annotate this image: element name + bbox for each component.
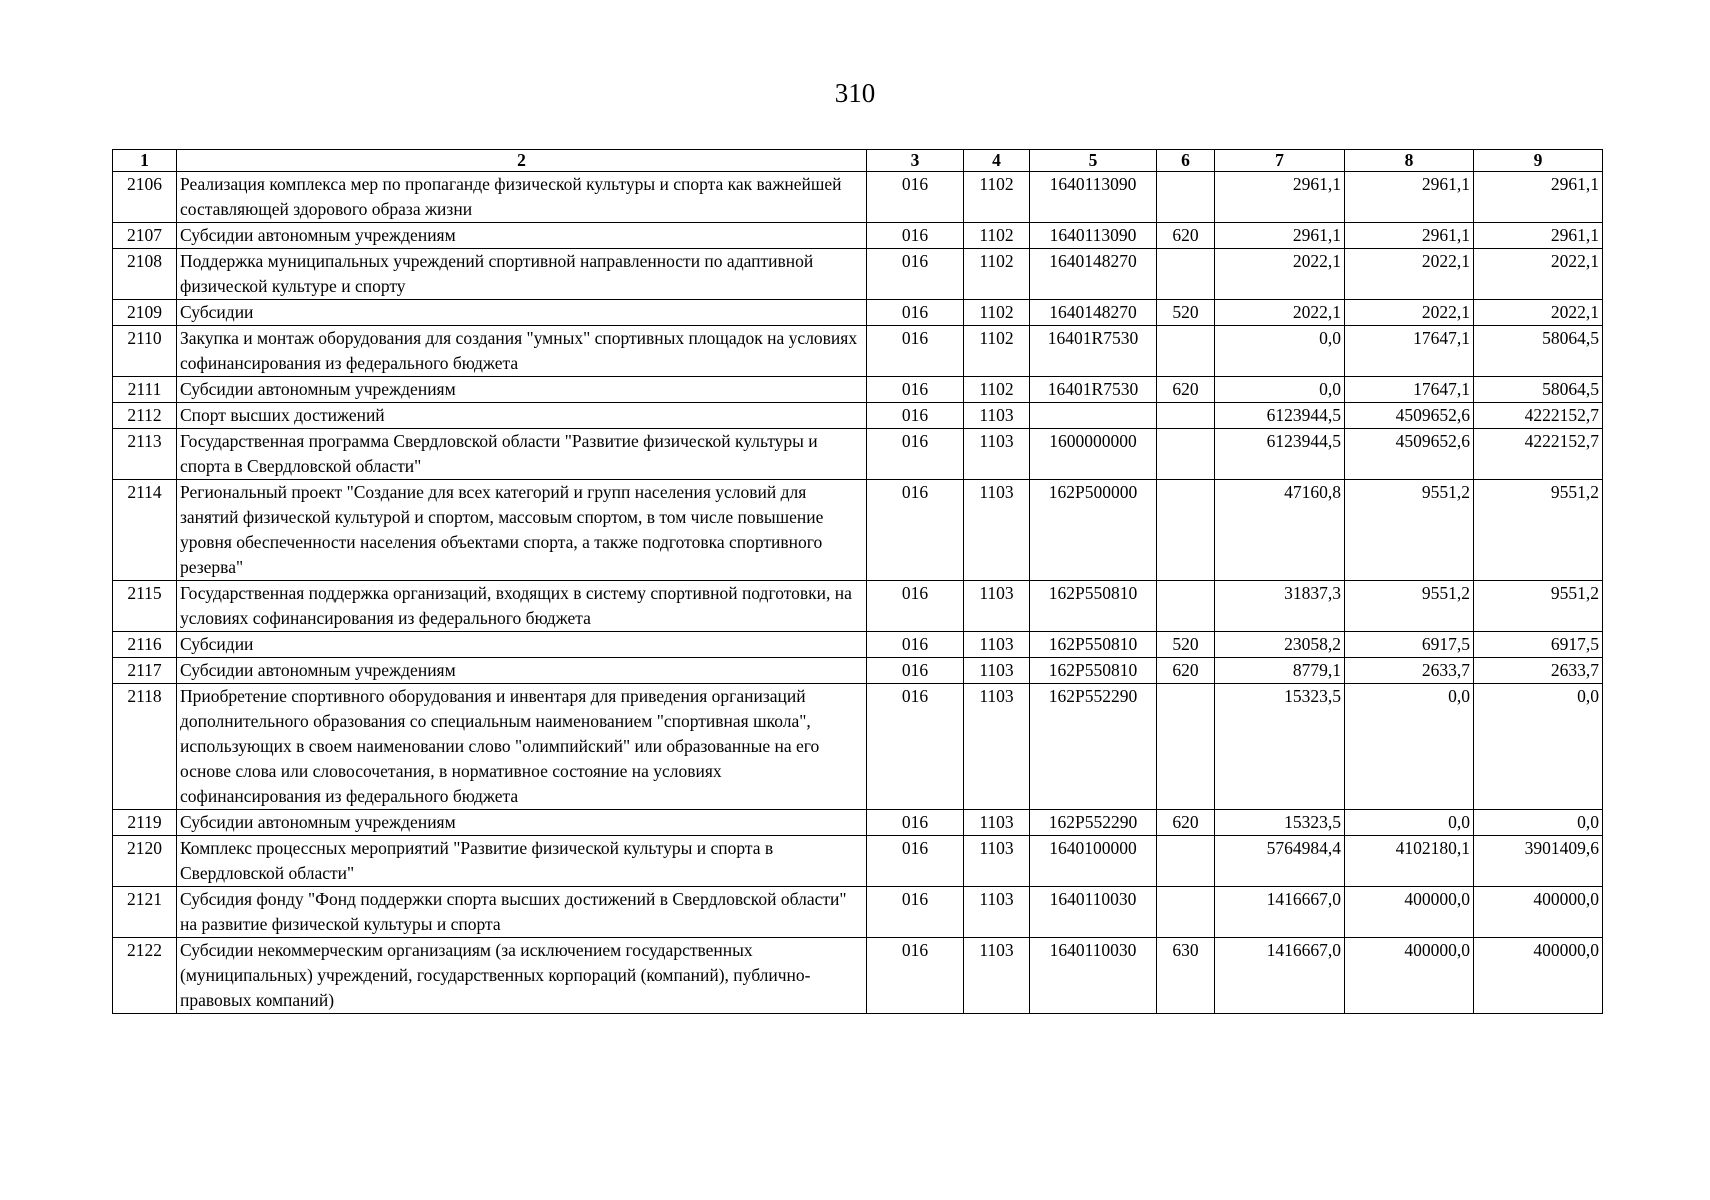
- row-name-cell: Субсидии автономным учреждениям: [177, 223, 867, 249]
- section-cell: 1102: [964, 223, 1030, 249]
- amount-cell: 4102180,1: [1345, 836, 1474, 887]
- amount-cell: 2961,1: [1474, 172, 1603, 223]
- amount-cell: 0,0: [1345, 810, 1474, 836]
- section-cell: 1102: [964, 172, 1030, 223]
- row-number-cell: 2119: [113, 810, 177, 836]
- target-article-cell: 162P552290: [1030, 684, 1157, 810]
- row-name-cell: Реализация комплекса мер по пропаганде физической культуры и спорта как важнейшей составляющей здорового образа жизни: [177, 172, 867, 223]
- table-row: [113, 172, 1603, 223]
- target-article-cell: 1640110030: [1030, 887, 1157, 938]
- column-header: 4: [964, 150, 1030, 172]
- amount-cell: 15323,5: [1215, 684, 1345, 810]
- amount-cell: 6917,5: [1345, 632, 1474, 658]
- target-article-cell: 162P500000: [1030, 480, 1157, 581]
- amount-cell: 6123944,5: [1215, 429, 1345, 480]
- amount-cell: 2961,1: [1345, 223, 1474, 249]
- amount-cell: 58064,5: [1474, 377, 1603, 403]
- expense-type-cell: 630: [1157, 938, 1215, 1014]
- target-article-cell: 1600000000: [1030, 429, 1157, 480]
- section-cell: 1102: [964, 326, 1030, 377]
- table-row: [113, 223, 1603, 249]
- table-row: [113, 684, 1603, 810]
- code-cell: 016: [867, 377, 964, 403]
- amount-cell: 58064,5: [1474, 326, 1603, 377]
- code-cell: 016: [867, 326, 964, 377]
- row-number-cell: 2115: [113, 581, 177, 632]
- column-header: 9: [1474, 150, 1603, 172]
- amount-cell: 2961,1: [1215, 172, 1345, 223]
- expense-type-cell: 620: [1157, 223, 1215, 249]
- amount-cell: 0,0: [1215, 326, 1345, 377]
- row-number-cell: 2109: [113, 300, 177, 326]
- table-row: [113, 480, 1603, 581]
- row-name-cell: Субсидии некоммерческим организациям (за исключением государственных (муниципальных) учреждений, государственных корпораций (компаний), публично-правовых компаний): [177, 938, 867, 1014]
- row-name-cell: Поддержка муниципальных учреждений спортивной направленности по адаптивной физической культуре и спорту: [177, 249, 867, 300]
- column-header: 7: [1215, 150, 1345, 172]
- budget-table: [112, 149, 1603, 1014]
- amount-cell: 9551,2: [1474, 480, 1603, 581]
- expense-type-cell: 620: [1157, 658, 1215, 684]
- table-row: [113, 249, 1603, 300]
- row-number-cell: 2111: [113, 377, 177, 403]
- code-cell: 016: [867, 480, 964, 581]
- row-number-cell: 2113: [113, 429, 177, 480]
- amount-cell: 6123944,5: [1215, 403, 1345, 429]
- table-row: [113, 810, 1603, 836]
- table-row: [113, 300, 1603, 326]
- amount-cell: 1416667,0: [1215, 887, 1345, 938]
- target-article-cell: 16401R7530: [1030, 377, 1157, 403]
- section-cell: 1103: [964, 403, 1030, 429]
- expense-type-cell: [1157, 403, 1215, 429]
- row-number-cell: 2120: [113, 836, 177, 887]
- amount-cell: 0,0: [1345, 684, 1474, 810]
- amount-cell: 31837,3: [1215, 581, 1345, 632]
- column-header: 5: [1030, 150, 1157, 172]
- amount-cell: 0,0: [1474, 684, 1603, 810]
- amount-cell: 400000,0: [1345, 938, 1474, 1014]
- amount-cell: 2022,1: [1345, 249, 1474, 300]
- code-cell: 016: [867, 429, 964, 480]
- column-header: 2: [177, 150, 867, 172]
- table-row: [113, 403, 1603, 429]
- code-cell: 016: [867, 836, 964, 887]
- row-number-cell: 2108: [113, 249, 177, 300]
- amount-cell: 2961,1: [1215, 223, 1345, 249]
- code-cell: 016: [867, 581, 964, 632]
- expense-type-cell: [1157, 836, 1215, 887]
- expense-type-cell: 620: [1157, 377, 1215, 403]
- amount-cell: 2961,1: [1345, 172, 1474, 223]
- amount-cell: 4509652,6: [1345, 429, 1474, 480]
- target-article-cell: 162P550810: [1030, 658, 1157, 684]
- table-row: [113, 581, 1603, 632]
- target-article-cell: 1640148270: [1030, 249, 1157, 300]
- code-cell: 016: [867, 300, 964, 326]
- table-row: [113, 938, 1603, 1014]
- row-name-cell: Комплекс процессных мероприятий "Развитие физической культуры и спорта в Свердловской области": [177, 836, 867, 887]
- expense-type-cell: 520: [1157, 300, 1215, 326]
- code-cell: 016: [867, 887, 964, 938]
- amount-cell: 2022,1: [1345, 300, 1474, 326]
- amount-cell: 2961,1: [1474, 223, 1603, 249]
- amount-cell: 4222152,7: [1474, 429, 1603, 480]
- table-row: [113, 836, 1603, 887]
- code-cell: 016: [867, 658, 964, 684]
- amount-cell: 0,0: [1215, 377, 1345, 403]
- row-number-cell: 2106: [113, 172, 177, 223]
- code-cell: 016: [867, 632, 964, 658]
- row-name-cell: Государственная поддержка организаций, входящих в систему спортивной подготовки, на условиях софинансирования из федерального бюджета: [177, 581, 867, 632]
- table-body: [113, 172, 1603, 1014]
- row-name-cell: Приобретение спортивного оборудования и инвентаря для приведения организаций дополнительного образования со специальным наименованием "спортивная школа", использующих в своем наименовании слово "олимпийский" или образованные на его основе слова или словосочетания, в нормативное состояние на условиях софинансирования из федерального бюджета: [177, 684, 867, 810]
- expense-type-cell: [1157, 887, 1215, 938]
- expense-type-cell: [1157, 684, 1215, 810]
- section-cell: 1103: [964, 887, 1030, 938]
- column-header: 8: [1345, 150, 1474, 172]
- row-name-cell: Субсидия фонду "Фонд поддержки спорта высших достижений в Свердловской области" на развитие физической культуры и спорта: [177, 887, 867, 938]
- expense-type-cell: [1157, 581, 1215, 632]
- expense-type-cell: 620: [1157, 810, 1215, 836]
- amount-cell: 9551,2: [1345, 581, 1474, 632]
- section-cell: 1103: [964, 480, 1030, 581]
- amount-cell: 23058,2: [1215, 632, 1345, 658]
- code-cell: 016: [867, 249, 964, 300]
- amount-cell: 9551,2: [1474, 581, 1603, 632]
- section-cell: 1102: [964, 300, 1030, 326]
- amount-cell: 17647,1: [1345, 377, 1474, 403]
- expense-type-cell: [1157, 429, 1215, 480]
- row-name-cell: Субсидии: [177, 300, 867, 326]
- expense-type-cell: [1157, 480, 1215, 581]
- amount-cell: 2633,7: [1345, 658, 1474, 684]
- amount-cell: 4222152,7: [1474, 403, 1603, 429]
- section-cell: 1103: [964, 581, 1030, 632]
- target-article-cell: 1640148270: [1030, 300, 1157, 326]
- column-header: 3: [867, 150, 964, 172]
- target-article-cell: 1640113090: [1030, 223, 1157, 249]
- section-cell: 1103: [964, 938, 1030, 1014]
- target-article-cell: 1640110030: [1030, 938, 1157, 1014]
- amount-cell: 2022,1: [1474, 300, 1603, 326]
- row-name-cell: Субсидии автономным учреждениям: [177, 658, 867, 684]
- amount-cell: 2022,1: [1215, 300, 1345, 326]
- column-header: 6: [1157, 150, 1215, 172]
- amount-cell: 4509652,6: [1345, 403, 1474, 429]
- amount-cell: 8779,1: [1215, 658, 1345, 684]
- target-article-cell: [1030, 403, 1157, 429]
- target-article-cell: 16401R7530: [1030, 326, 1157, 377]
- row-name-cell: Субсидии автономным учреждениям: [177, 810, 867, 836]
- target-article-cell: 1640113090: [1030, 172, 1157, 223]
- table-header-row: [113, 150, 1603, 172]
- amount-cell: 17647,1: [1345, 326, 1474, 377]
- amount-cell: 47160,8: [1215, 480, 1345, 581]
- expense-type-cell: [1157, 326, 1215, 377]
- code-cell: 016: [867, 172, 964, 223]
- row-number-cell: 2116: [113, 632, 177, 658]
- row-name-cell: Государственная программа Свердловской области "Развитие физической культуры и спорта в Свердловской области": [177, 429, 867, 480]
- target-article-cell: 162P550810: [1030, 581, 1157, 632]
- row-number-cell: 2110: [113, 326, 177, 377]
- amount-cell: 2633,7: [1474, 658, 1603, 684]
- section-cell: 1103: [964, 836, 1030, 887]
- row-number-cell: 2114: [113, 480, 177, 581]
- section-cell: 1103: [964, 684, 1030, 810]
- target-article-cell: 162P552290: [1030, 810, 1157, 836]
- section-cell: 1102: [964, 377, 1030, 403]
- row-number-cell: 2122: [113, 938, 177, 1014]
- row-name-cell: Региональный проект "Создание для всех категорий и групп населения условий для занятий физической культурой и спортом, массовым спортом, в том числе повышение уровня обеспеченности населения объектами спорта, а также подготовка спортивного резерва": [177, 480, 867, 581]
- row-name-cell: Спорт высших достижений: [177, 403, 867, 429]
- row-number-cell: 2121: [113, 887, 177, 938]
- code-cell: 016: [867, 403, 964, 429]
- amount-cell: 2022,1: [1215, 249, 1345, 300]
- amount-cell: 3901409,6: [1474, 836, 1603, 887]
- section-cell: 1102: [964, 249, 1030, 300]
- code-cell: 016: [867, 938, 964, 1014]
- row-name-cell: Закупка и монтаж оборудования для создания "умных" спортивных площадок на условиях софинансирования из федерального бюджета: [177, 326, 867, 377]
- column-header: 1: [113, 150, 177, 172]
- page-number: 310: [834, 78, 876, 108]
- target-article-cell: 162P550810: [1030, 632, 1157, 658]
- amount-cell: 15323,5: [1215, 810, 1345, 836]
- code-cell: 016: [867, 810, 964, 836]
- row-name-cell: Субсидии автономным учреждениям: [177, 377, 867, 403]
- amount-cell: 400000,0: [1474, 887, 1603, 938]
- table-row: [113, 658, 1603, 684]
- row-number-cell: 2117: [113, 658, 177, 684]
- amount-cell: 0,0: [1474, 810, 1603, 836]
- row-name-cell: Субсидии: [177, 632, 867, 658]
- row-number-cell: 2107: [113, 223, 177, 249]
- code-cell: 016: [867, 223, 964, 249]
- amount-cell: 9551,2: [1345, 480, 1474, 581]
- code-cell: 016: [867, 684, 964, 810]
- table-row: [113, 429, 1603, 480]
- expense-type-cell: [1157, 249, 1215, 300]
- table-row: [113, 377, 1603, 403]
- table-row: [113, 632, 1603, 658]
- section-cell: 1103: [964, 632, 1030, 658]
- amount-cell: 400000,0: [1474, 938, 1603, 1014]
- row-number-cell: 2118: [113, 684, 177, 810]
- section-cell: 1103: [964, 658, 1030, 684]
- amount-cell: 5764984,4: [1215, 836, 1345, 887]
- section-cell: 1103: [964, 429, 1030, 480]
- section-cell: 1103: [964, 810, 1030, 836]
- expense-type-cell: [1157, 172, 1215, 223]
- amount-cell: 6917,5: [1474, 632, 1603, 658]
- table-row: [113, 887, 1603, 938]
- target-article-cell: 1640100000: [1030, 836, 1157, 887]
- amount-cell: 2022,1: [1474, 249, 1603, 300]
- table-row: [113, 326, 1603, 377]
- amount-cell: 1416667,0: [1215, 938, 1345, 1014]
- row-number-cell: 2112: [113, 403, 177, 429]
- amount-cell: 400000,0: [1345, 887, 1474, 938]
- expense-type-cell: 520: [1157, 632, 1215, 658]
